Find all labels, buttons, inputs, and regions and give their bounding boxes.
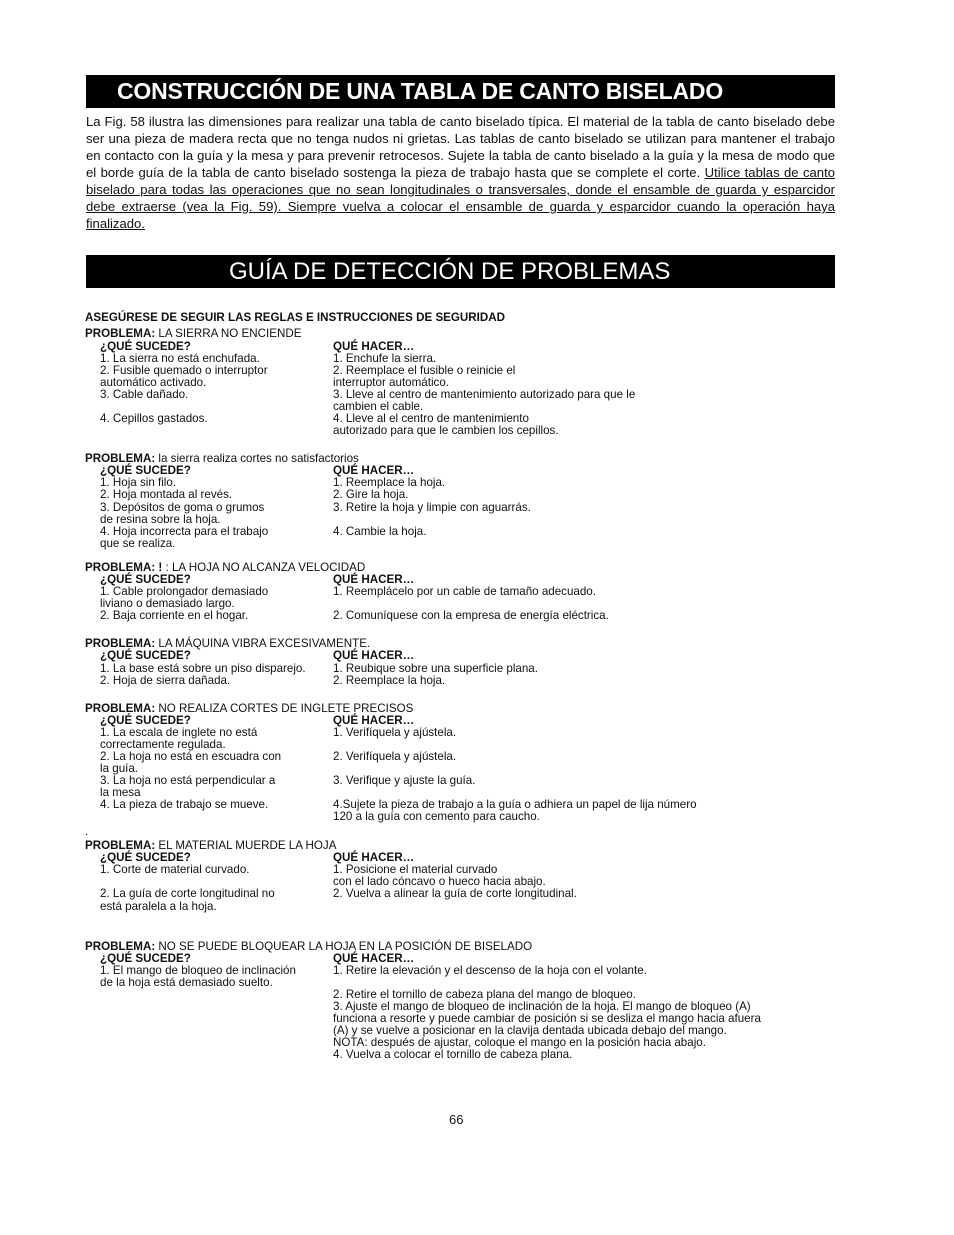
remedy-line: 4.Sujete la pieza de trabajo a la guía o adhiera un papel de lija número <box>333 798 697 811</box>
remedy-line: funciona a resorte y puede cambiar de posición si se desliza el mango hacia afuera <box>333 1012 761 1025</box>
col-header-what: ¿QUÉ SUCEDE? <box>100 464 191 477</box>
remedy-line: interruptor automático. <box>333 376 449 389</box>
cause-line: 1. El mango de bloqueo de inclinación <box>100 964 296 977</box>
cause-line: 4. Cepillos gastados. <box>100 412 208 425</box>
remedy-line: 2. Gire la hoja. <box>333 488 409 501</box>
cause-line: la guía. <box>100 762 139 775</box>
col-header-do: QUÉ HACER… <box>333 573 415 586</box>
section-title-troubleshooting: GUÍA DE DETECCIÓN DE PROBLEMAS <box>86 255 835 288</box>
remedy-line: 2. Reemplace el fusible o reinicie el <box>333 364 516 377</box>
page-number: 66 <box>449 1112 464 1127</box>
cause-line: 1. Corte de material curvado. <box>100 863 250 876</box>
col-header-what: ¿QUÉ SUCEDE? <box>100 714 191 727</box>
cause-line: 3. La hoja no está perpendicular a <box>100 774 276 787</box>
cause-line: 4. La pieza de trabajo se mueve. <box>100 798 269 811</box>
cause-line: 1. Hoja sin filo. <box>100 476 177 489</box>
cause-line: 3. Cable dañado. <box>100 388 189 401</box>
col-header-what: ¿QUÉ SUCEDE? <box>100 851 191 864</box>
remedy-line: 1. Verifíquela y ajústela. <box>333 726 457 739</box>
section-title-bevel-board: CONSTRUCCIÓN DE UNA TABLA DE CANTO BISELADO <box>86 75 835 108</box>
remedy-line: 1. Reubique sobre una superficie plana. <box>333 662 538 675</box>
remedy-line: 120 a la guía con cemento para caucho. <box>333 810 540 823</box>
col-header-do: QUÉ HACER… <box>333 851 415 864</box>
cause-line: liviano o demasiado largo. <box>100 597 235 610</box>
cause-line: que se realiza. <box>100 537 176 550</box>
col-header-do: QUÉ HACER… <box>333 649 415 662</box>
cause-line: 4. Hoja incorrecta para el trabajo <box>100 525 269 538</box>
cause-line: 1. La base está sobre un piso disparejo. <box>100 662 306 675</box>
col-header-do: QUÉ HACER… <box>333 952 415 965</box>
remedy-line: con el lado cóncavo o hueco hacia abajo. <box>333 875 546 888</box>
remedy-line: 3. Retire la hoja y limpie con aguarrás. <box>333 501 531 514</box>
stray-dot: . <box>85 825 89 838</box>
remedy-line: 4. Lleve al el centro de mantenimiento <box>333 412 529 425</box>
remedy-line: 3. Verifique y ajuste la guía. <box>333 774 476 787</box>
remedy-line: 2. Verifíquela y ajústela. <box>333 750 457 763</box>
intro-warning-text: Utilice tablas de canto biselado para todas las operaciones que no sean longitudinales o transversales, donde el ensamble de guarda y esparcidor debe extraerse (vea la Fig. 59). Siempre vuelva a colocar el ensamble de guarda y esparcidor cuando la operación haya finalizado. <box>86 165 835 231</box>
cause-line: 2. Fusible quemado o interruptor <box>100 364 268 377</box>
cause-line: 1. Cable prolongador demasiado <box>100 585 269 598</box>
col-header-do: QUÉ HACER… <box>333 714 415 727</box>
remedy-line: cambien el cable. <box>333 400 424 413</box>
safety-note: ASEGÚRESE DE SEGUIR LAS REGLAS E INSTRUCCIONES DE SEGURIDAD <box>85 311 506 324</box>
cause-line: la mesa <box>100 786 141 799</box>
remedy-line: 4. Vuelva a colocar el tornillo de cabeza plana. <box>333 1048 573 1061</box>
problem-heading: PROBLEMA: NO SE PUEDE BLOQUEAR LA HOJA EN LA POSICIÓN DE BISELADO <box>85 940 533 953</box>
cause-line: 2. La hoja no está en escuadra con <box>100 750 282 763</box>
cause-line: 2. Baja corriente en el hogar. <box>100 609 249 622</box>
problem-heading: PROBLEMA: EL MATERIAL MUERDE LA HOJA <box>85 839 337 852</box>
remedy-line: 1. Enchufe la sierra. <box>333 352 437 365</box>
col-header-do: QUÉ HACER… <box>333 340 415 353</box>
remedy-line: 1. Retire la elevación y el descenso de la hoja con el volante. <box>333 964 647 977</box>
remedy-line: 2. Comuníquese con la empresa de energía eléctrica. <box>333 609 609 622</box>
col-header-do: QUÉ HACER… <box>333 464 415 477</box>
remedy-line: NOTA: después de ajustar, coloque el mango en la posición hacia abajo. <box>333 1036 706 1049</box>
remedy-line: 4. Cambie la hoja. <box>333 525 427 538</box>
remedy-line: 1. Reemplace la hoja. <box>333 476 446 489</box>
remedy-line: 3. Lleve al centro de mantenimiento autorizado para que le <box>333 388 636 401</box>
cause-line: 2. Hoja de sierra dañada. <box>100 674 231 687</box>
col-header-what: ¿QUÉ SUCEDE? <box>100 952 191 965</box>
cause-line: correctamente regulada. <box>100 738 226 751</box>
problem-heading: PROBLEMA: la sierra realiza cortes no satisfactorios <box>85 452 359 465</box>
remedy-line: 2. Reemplace la hoja. <box>333 674 446 687</box>
remedy-line: 1. Posicione el material curvado <box>333 863 498 876</box>
col-header-what: ¿QUÉ SUCEDE? <box>100 649 191 662</box>
cause-line: de la hoja está demasiado suelto. <box>100 976 273 989</box>
intro-text: La Fig. 58 ilustra las dimensiones para realizar una tabla de canto biselado típica. El material de la tabla de canto biselado debe ser una pieza de madera recta que no tenga nudos ni grietas. Las tablas de canto biselado se utilizan para mantener el trabajo en contacto con la guía y la mesa y para prevenir retrocesos. Sujete la tabla de canto biselado a la guía y la mesa de modo que el borde guía de la tabla de canto biselado sostenga la pieza de trabajo hasta que se complete el corte. <box>86 114 835 180</box>
remedy-line: (A) y se vuelve a posicionar en la clavija dentada ubicada debajo del mango. <box>333 1024 727 1037</box>
remedy-line: autorizado para que le cambien los cepillos. <box>333 424 559 437</box>
cause-line: 3. Depósitos de goma o grumos <box>100 501 265 514</box>
cause-line: 1. La escala de inglete no está <box>100 726 258 739</box>
problem-heading: PROBLEMA: LA MÁQUINA VIBRA EXCESIVAMENTE. <box>85 637 371 650</box>
cause-line: 2. Hoja montada al revés. <box>100 488 233 501</box>
cause-line: 2. La guía de corte longitudinal no <box>100 887 275 900</box>
intro-paragraph <box>86 113 835 232</box>
remedy-line: 2. Retire el tornillo de cabeza plana del mango de bloqueo. <box>333 988 636 1001</box>
cause-line: está paralela a la hoja. <box>100 900 217 913</box>
problem-heading: PROBLEMA: NO REALIZA CORTES DE INGLETE PRECISOS <box>85 702 414 715</box>
col-header-what: ¿QUÉ SUCEDE? <box>100 573 191 586</box>
problem-heading: PROBLEMA: ! : LA HOJA NO ALCANZA VELOCIDAD <box>85 561 366 574</box>
remedy-line: 3. Ajuste el mango de bloqueo de inclinación de la hoja. El mango de bloqueo (A) <box>333 1000 751 1013</box>
col-header-what: ¿QUÉ SUCEDE? <box>100 340 191 353</box>
remedy-line: 1. Reemplácelo por un cable de tamaño adecuado. <box>333 585 596 598</box>
cause-line: 1. La sierra no está enchufada. <box>100 352 260 365</box>
cause-line: de resina sobre la hoja. <box>100 513 221 526</box>
problem-heading: PROBLEMA: LA SIERRA NO ENCIENDE <box>85 327 302 340</box>
remedy-line: 2. Vuelva a alinear la guía de corte longitudinal. <box>333 887 577 900</box>
cause-line: automático activado. <box>100 376 207 389</box>
